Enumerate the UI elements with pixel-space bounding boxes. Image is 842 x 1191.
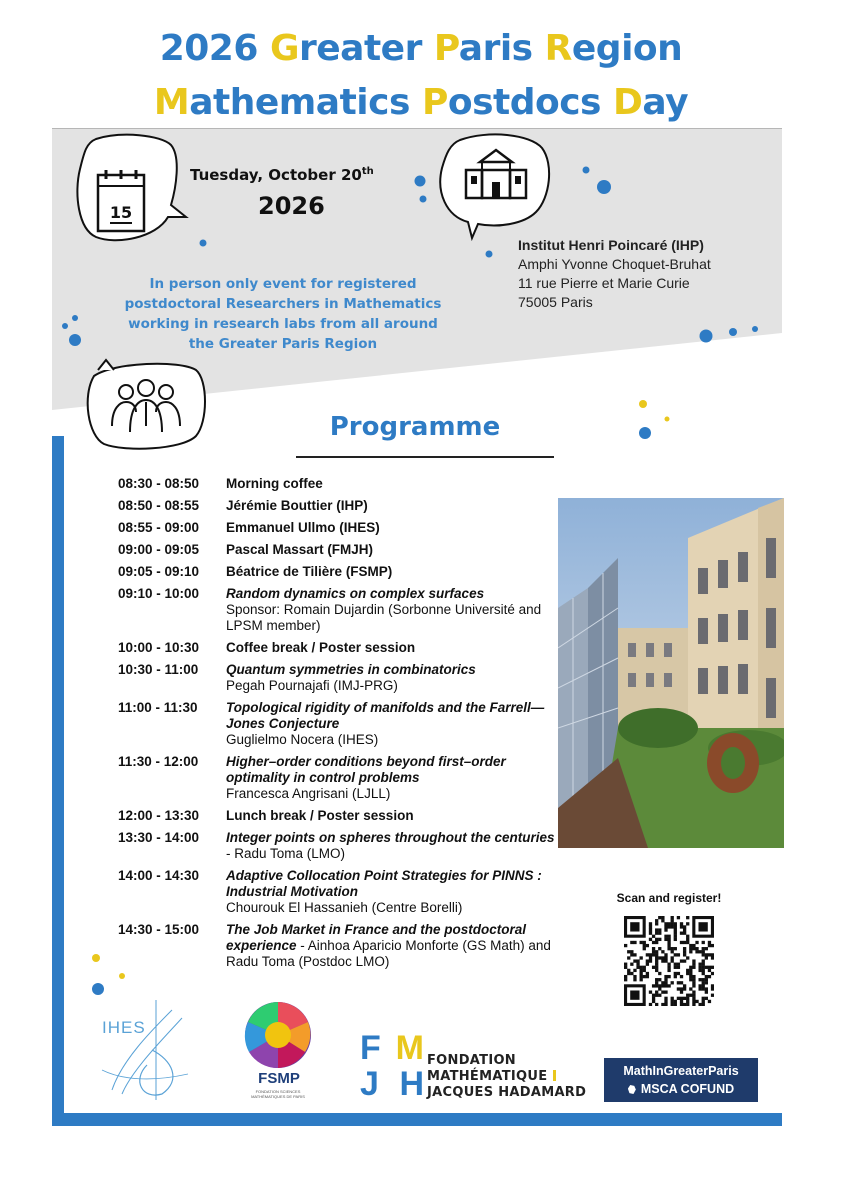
mig-line-2-text: MSCA COFUND xyxy=(640,1082,735,1096)
schedule-content xyxy=(226,754,558,802)
fmjh-logo-mark xyxy=(360,1030,424,1106)
schedule-time: 11:00 - 11:30 xyxy=(118,700,198,715)
france-map-icon xyxy=(628,1085,636,1094)
schedule-speaker: - Ainhoa Aparicio Monforte (GS Math) and Radu Toma (Postdoc LMO) xyxy=(226,938,551,969)
schedule-speaker: Sponsor: Romain Dujardin (Sorbonne Université and LPSM member) xyxy=(226,602,542,633)
schedule-content xyxy=(226,808,558,824)
title-segment: reater xyxy=(299,28,434,69)
title-segment: aris xyxy=(458,28,545,69)
schedule-title: Pascal Massart (FMJH) xyxy=(226,542,374,557)
venue-room: Amphi Yvonne Choquet-Bruhat xyxy=(518,256,711,272)
schedule-content xyxy=(226,922,558,970)
building-icon xyxy=(438,132,556,242)
schedule-time: 11:30 - 12:00 xyxy=(118,754,199,769)
schedule-title: Lunch break / Poster session xyxy=(226,808,414,823)
event-date-suffix: th xyxy=(361,166,374,177)
fmjh-line-2-text: MATHÉMATIQUE xyxy=(427,1069,548,1084)
register-qr-code[interactable] xyxy=(624,916,714,1006)
title-segment: ostdocs xyxy=(447,82,614,123)
schedule-speaker: - Radu Toma (LMO) xyxy=(226,846,346,861)
schedule-time: 08:50 - 08:55 xyxy=(118,498,200,513)
schedule-title: Adaptive Collocation Point Strategies for PINNS : Industrial Motivation xyxy=(226,868,542,899)
schedule-row xyxy=(118,640,558,656)
title-segment: egion xyxy=(571,28,683,69)
venue-photo xyxy=(558,498,784,848)
schedule-content xyxy=(226,520,558,536)
fmjh-line-1: FONDATION xyxy=(427,1053,516,1068)
programme-rule xyxy=(296,456,554,458)
event-date xyxy=(190,166,374,184)
mathingreaterparis-logo xyxy=(604,1058,758,1102)
fmjh-letter-h: H xyxy=(399,1065,424,1103)
schedule-row xyxy=(118,830,558,862)
programme-schedule xyxy=(118,476,558,976)
schedule-speaker: Pegah Pournajafi (IMJ-PRG) xyxy=(226,678,398,693)
schedule-row xyxy=(118,498,558,514)
schedule-time: 12:00 - 13:30 xyxy=(118,808,200,823)
register-label: Scan and register! xyxy=(616,891,722,905)
title-segment: ay xyxy=(642,82,689,123)
schedule-content xyxy=(226,498,558,514)
fmjh-letter-f: F xyxy=(360,1029,381,1067)
title-segment: P xyxy=(433,28,459,69)
schedule-time: 10:30 - 11:00 xyxy=(118,662,199,677)
schedule-time: 09:10 - 10:00 xyxy=(118,586,200,601)
fsmp-logo: FSMP xyxy=(258,1070,300,1087)
title-segment: G xyxy=(269,28,299,69)
schedule-speaker: Francesca Angrisani (LJLL) xyxy=(226,786,391,801)
schedule-title: Topological rigidity of manifolds and the Farrell—Jones Conjecture xyxy=(226,700,545,731)
schedule-content xyxy=(226,542,558,558)
fmjh-letter-m: M xyxy=(395,1029,424,1067)
schedule-time: 08:55 - 09:00 xyxy=(118,520,200,535)
fmjh-line-3: JACQUES HADAMARD xyxy=(427,1085,587,1100)
schedule-content xyxy=(226,830,558,862)
fsmp-logo-mark xyxy=(243,1000,313,1070)
bottom-accent-bar xyxy=(52,1113,782,1126)
venue-city: 75005 Paris xyxy=(518,294,593,310)
programme-heading: Programme xyxy=(329,412,501,442)
schedule-row xyxy=(118,520,558,536)
schedule-content xyxy=(226,868,558,916)
venue xyxy=(518,236,711,312)
title-segment: R xyxy=(544,28,572,69)
ihes-logo: IHES xyxy=(102,1018,146,1037)
schedule-title: Integer points on spheres throughout the centuries xyxy=(226,830,555,845)
schedule-content xyxy=(226,586,558,634)
schedule-content xyxy=(226,640,558,656)
schedule-row xyxy=(118,754,558,802)
schedule-title: Quantum symmetries in combinatorics xyxy=(226,662,476,677)
event-description: In person only event for registered postdoctoral Researchers in Mathematics working in research labs from all around the Greater Paris Region xyxy=(124,276,442,352)
schedule-time: 14:30 - 15:00 xyxy=(118,922,200,937)
schedule-title: Béatrice de Tilière (FSMP) xyxy=(226,564,393,579)
schedule-row xyxy=(118,868,558,916)
schedule-row xyxy=(118,476,558,492)
schedule-title: Emmanuel Ullmo (IHES) xyxy=(226,520,380,535)
schedule-speaker: Chourouk El Hassanieh (Centre Borelli) xyxy=(226,900,463,915)
fsmp-subtitle: FONDATION SCIENCES MATHÉMATIQUES DE PARIS xyxy=(251,1089,305,1099)
schedule-row xyxy=(118,700,558,748)
schedule-row xyxy=(118,542,558,558)
title-segment: D xyxy=(613,82,643,123)
schedule-time: 09:00 - 09:05 xyxy=(118,542,200,557)
schedule-time: 10:00 - 10:30 xyxy=(118,640,200,655)
title-segment: 2026 xyxy=(159,28,270,69)
venue-street: 11 rue Pierre et Marie Curie xyxy=(518,275,690,291)
schedule-row xyxy=(118,922,558,970)
schedule-title: Coffee break / Poster session xyxy=(226,640,416,655)
left-accent-bar xyxy=(52,436,64,1126)
schedule-title: Jérémie Bouttier (IHP) xyxy=(226,498,368,513)
calendar-icon xyxy=(76,133,190,253)
schedule-row xyxy=(118,662,558,694)
title-segment: athematics xyxy=(189,82,422,123)
schedule-title: Higher–order conditions beyond first–order optimality in control problems xyxy=(226,754,506,785)
people-icon xyxy=(84,356,212,456)
schedule-time: 08:30 - 08:50 xyxy=(118,476,200,491)
schedule-row xyxy=(118,586,558,634)
event-date-text: Tuesday, October 20 xyxy=(190,166,362,184)
event-year: 2026 xyxy=(258,192,325,220)
schedule-content xyxy=(226,564,558,580)
schedule-title: The Job Market in France and the postdoctoral experience xyxy=(226,922,527,953)
schedule-row xyxy=(118,564,558,580)
schedule-title: Morning coffee xyxy=(226,476,323,491)
schedule-time: 09:05 - 09:10 xyxy=(118,564,200,579)
calendar-day: 15 xyxy=(109,203,133,222)
schedule-time: 14:00 - 14:30 xyxy=(118,868,200,883)
ihes-logo-mark xyxy=(92,990,204,1102)
fmjh-letter-j: J xyxy=(360,1065,379,1103)
venue-name: Institut Henri Poincaré (IHP) xyxy=(518,237,704,253)
fmjh-accent-bar xyxy=(553,1070,556,1081)
schedule-row xyxy=(118,808,558,824)
schedule-content xyxy=(226,662,558,694)
mig-line-2 xyxy=(604,1080,758,1098)
fmjh-logo-text xyxy=(427,1053,586,1101)
schedule-speaker: Guglielmo Nocera (IHES) xyxy=(226,732,379,747)
fmjh-line-2 xyxy=(427,1069,586,1085)
title-segment: M xyxy=(153,82,190,123)
schedule-time: 13:30 - 14:00 xyxy=(118,830,200,845)
schedule-content xyxy=(226,700,558,748)
mig-line-1: MathInGreaterParis xyxy=(623,1064,739,1078)
schedule-title: Random dynamics on complex surfaces xyxy=(226,586,485,601)
schedule-content xyxy=(226,476,558,492)
title-segment: P xyxy=(421,82,448,123)
